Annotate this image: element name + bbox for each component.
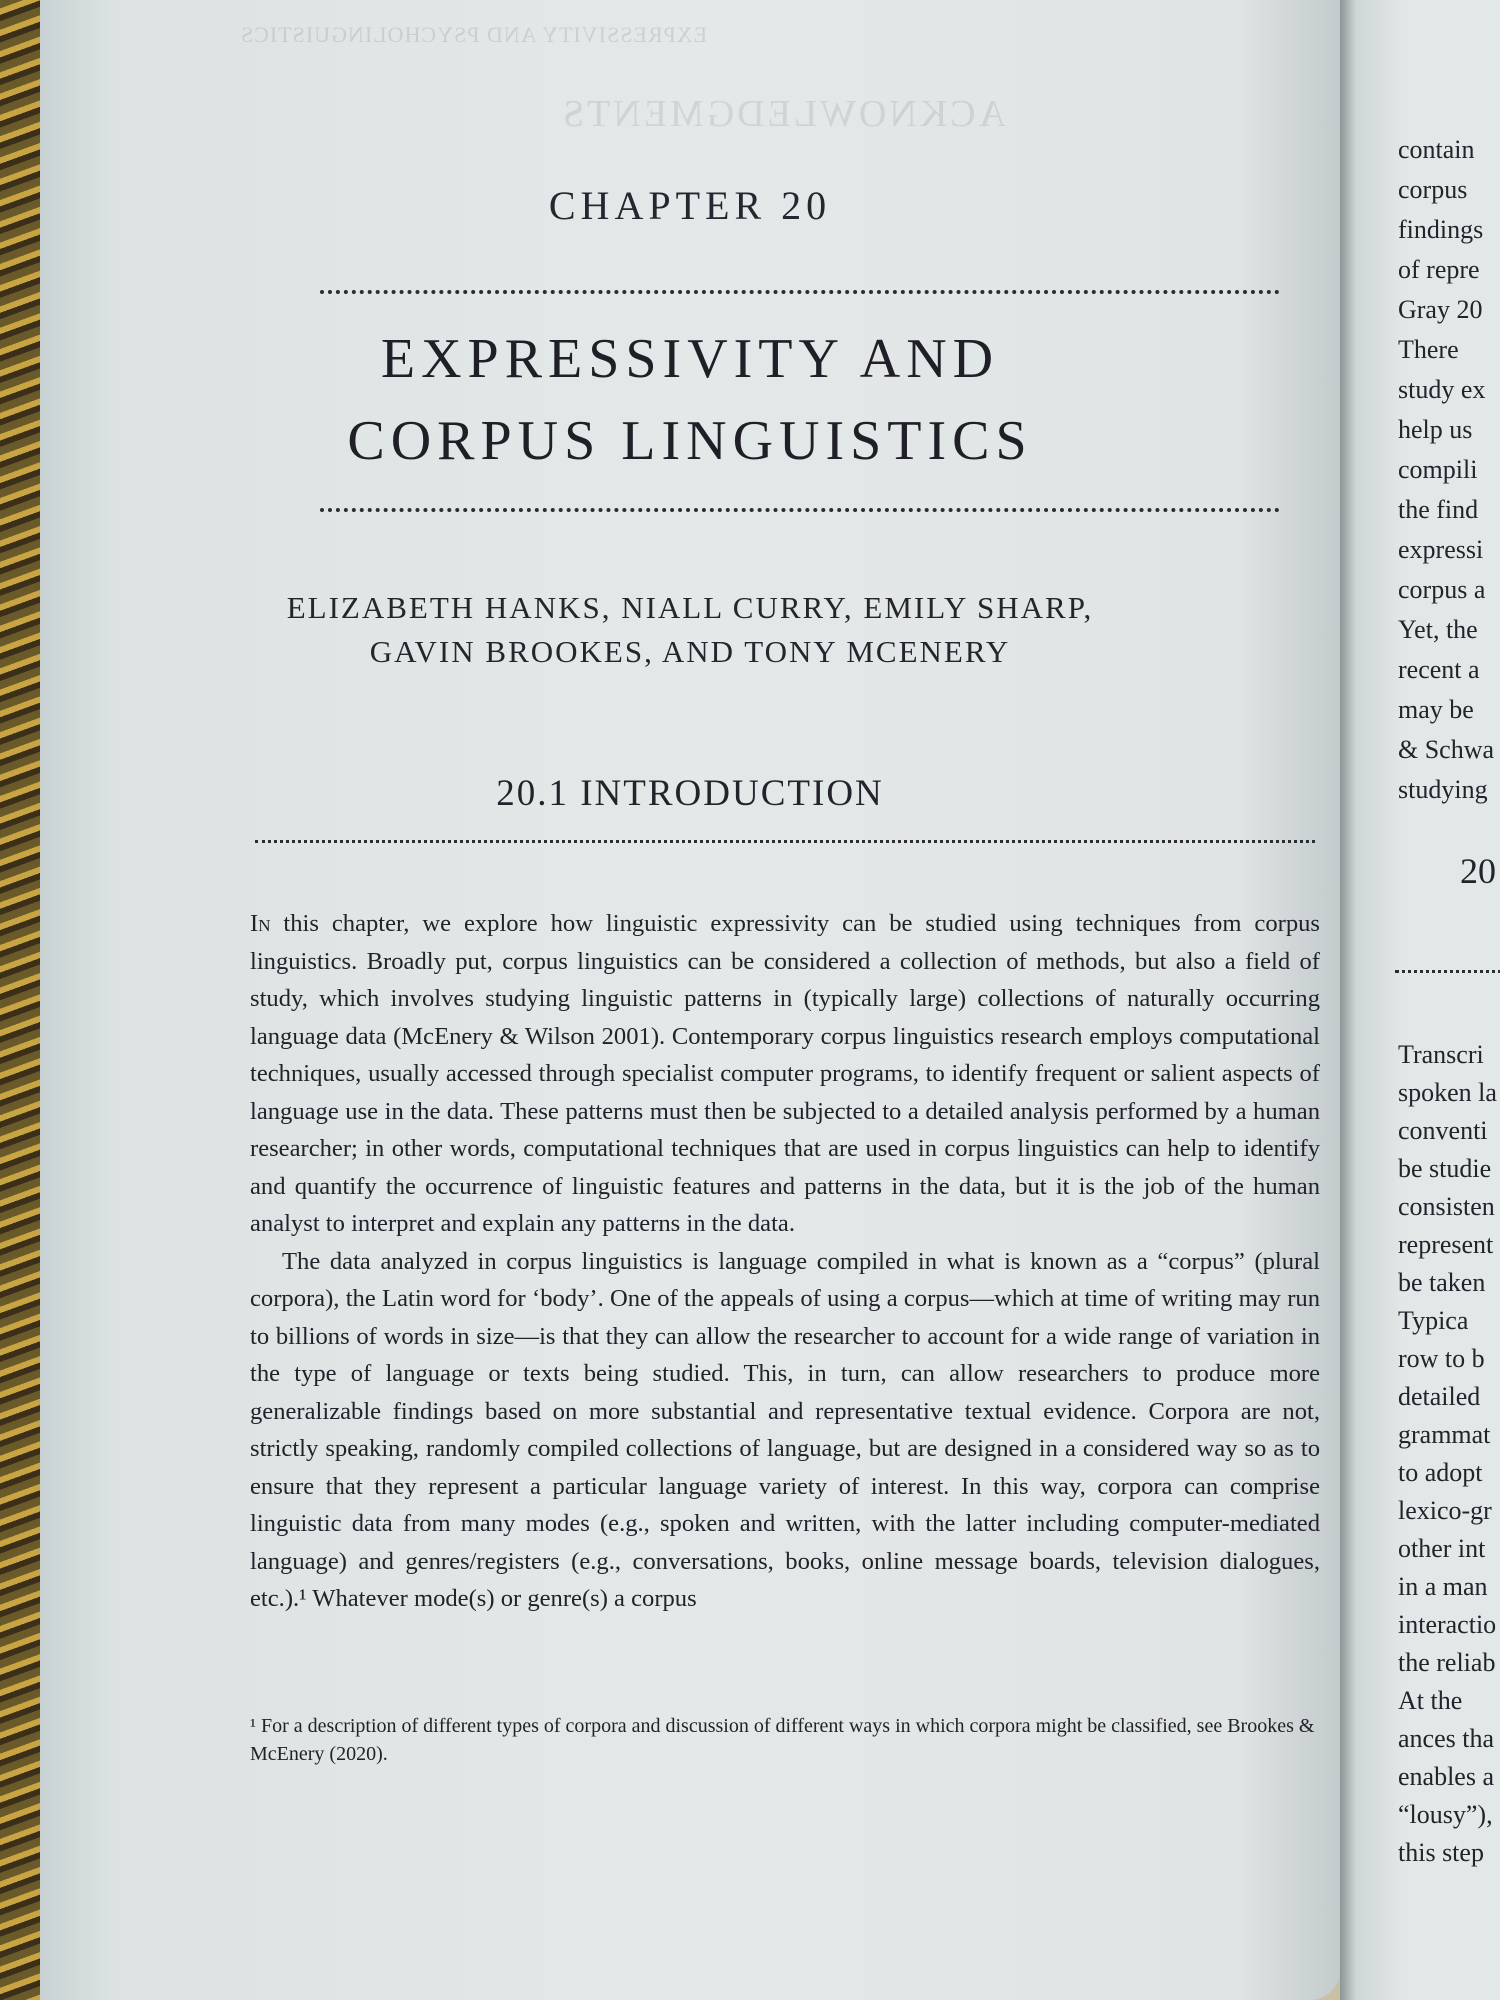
facing-page-line: lexico-gr [1398,1496,1492,1525]
paragraph-2: The data analyzed in corpus linguistics is language compiled in what is known as a “corpus” (plural corpora), the Latin word for ‘body’. One of the appeals of using a corpus—which at time of writing may run to billions of words in size—is that they can allow the researcher to account for a wide range of variation in the type of language or texts being studied. This, in turn, can allow researchers to produce more generalizable findings based on more substantial and representative textual evidence. Corpora are not, strictly speaking, randomly compiled collections of language, but are designed in a considered way so as to ensure that they represent a particular language variety of interest. In this way, corpora can comprise linguistic data from many modes (e.g., spoken and written, with the latter including computer-mediated language) and genres/registers (e.g., conversations, books, online message boards, television dialogues, etc.).¹ Whatever mode(s) or genre(s) a corpus [250,1247,1320,1612]
facing-page-line: interactio [1398,1610,1497,1639]
facing-page-line: compili [1398,455,1478,484]
facing-page-line: the reliab [1398,1648,1496,1677]
facing-page-line: grammat [1398,1420,1491,1449]
chapter-label: CHAPTER 20 [548,183,832,228]
chapter-title [40,318,1340,482]
paragraph-1 [250,905,1320,1243]
facing-page-line: findings [1398,215,1484,244]
chapter-title-line-2: CORPUS LINGUISTICS [347,410,1033,472]
authors-line-1: ELIZABETH HANKS, NIALL CURRY, EMILY SHARP, [286,590,1094,625]
facing-page-line: conventi [1398,1116,1488,1145]
facing-page-line: spoken la [1398,1078,1497,1107]
facing-page-line: & Schwa [1398,735,1495,764]
facing-page-line: to adopt [1398,1458,1483,1487]
facing-page [1340,0,1500,2000]
facing-page-line: expressi [1398,535,1484,564]
facing-page-line: enables a [1398,1762,1495,1791]
backdrop-fabric [0,0,40,2000]
facing-page-line: At the [1398,1686,1463,1715]
book-page [40,0,1340,2000]
facing-page-line: other int [1398,1534,1486,1563]
facing-page-line: ances tha [1398,1724,1495,1753]
facing-page-rule [1395,970,1500,973]
facing-page-line: Yet, the [1398,615,1478,644]
facing-page-line: “lousy”), [1398,1800,1493,1829]
facing-page-line: of repre [1398,255,1480,284]
facing-page-line: corpus a [1398,575,1486,604]
facing-page-line: study ex [1398,375,1486,404]
facing-page-line: studying [1398,775,1488,804]
facing-page-line: There [1398,335,1459,364]
facing-page-line: help us [1398,415,1473,444]
facing-page-line: in a man [1398,1572,1488,1601]
paragraph-1-lead: In [250,910,271,937]
facing-page-line: the find [1398,495,1479,524]
paragraph-1-text: this chapter, we explore how linguistic expressivity can be studied using techniques from corpus linguistics. Broadly put, corpus linguistics can be considered a collection of methods, but also a field of study, which involves studying linguistic patterns in (typically large) collections of naturally occurring language data (McEnery & Wilson 2001). Contemporary corpus linguistics research employs computational techniques, usually accessed through specialist computer programs, to identify frequent or salient aspects of language use in the data. These patterns must then be subjected to a detailed analysis performed by a human researcher; in other words, computational techniques that are used in corpus linguistics can help to identify and quantify the occurrence of linguistic features and patterns in the data, but it is the job of the human analyst to interpret and explain any patterns in the data. [250,910,1320,1237]
facing-page-line: recent a [1398,655,1480,684]
chapter-title-line-1: EXPRESSIVITY AND [380,328,1000,390]
facing-page-line: corpus [1398,175,1468,204]
dotted-rule-top [320,290,1280,294]
body-text [250,905,1320,1618]
facing-page-line: be taken [1398,1268,1486,1297]
bleed-through-heading: ACKNOWLEDGMENTS [560,93,1007,135]
facing-page-line: be studie [1398,1154,1492,1183]
facing-page-line: represent [1398,1230,1494,1259]
facing-page-line: Transcri [1398,1040,1484,1069]
section-title: 20.1 INTRODUCTION [496,773,884,814]
dotted-rule-middle [320,508,1280,512]
authors-line-2: GAVIN BROOKES, AND TONY MCENERY [369,634,1011,669]
dotted-rule-section [255,840,1315,843]
bleed-through-running-header: EXPRESSIVITY AND PSYCHOLINGUISTICS [240,22,708,47]
facing-page-line: detailed [1398,1382,1481,1411]
facing-page-line: row to b [1398,1344,1485,1373]
facing-page-line: Typica [1398,1306,1469,1335]
facing-page-line: consisten [1398,1192,1495,1221]
facing-page-heading: 20 [1460,851,1496,891]
facing-page-line: may be [1398,695,1474,724]
footnote: ¹ For a description of different types of corpora and discussion of different ways in which corpora might be classified, see Brookes & McEnery (2020). [250,1715,1315,1765]
facing-page-line: contain [1398,135,1475,164]
facing-page-line: Gray 20 [1398,295,1483,324]
facing-page-line: this step [1398,1838,1484,1867]
chapter-authors [40,586,1340,674]
